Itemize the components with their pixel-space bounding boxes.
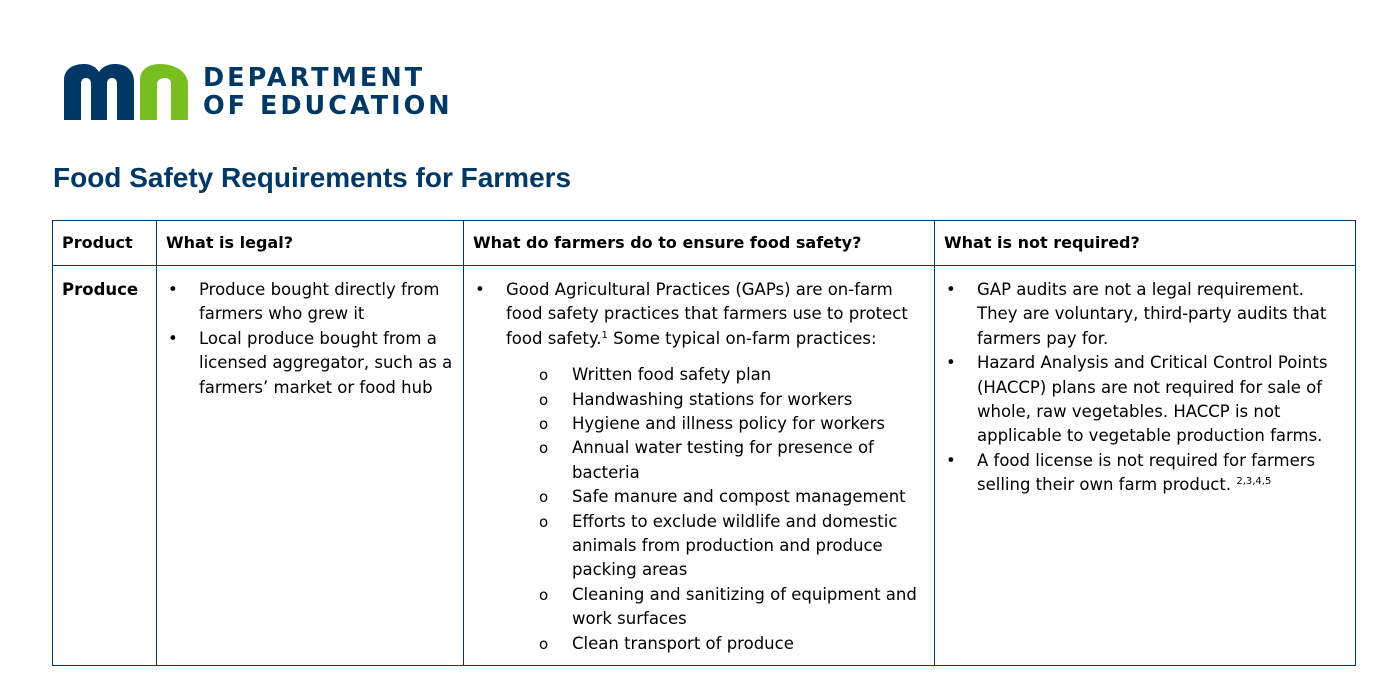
list-item [944,449,1346,498]
mn-logo-icon [64,64,188,120]
table-header-row [53,221,1356,266]
not-required-list [944,278,1346,498]
list-item: • Local produce bought from a licensed aggregator, such as a farmers’ market or food hub [166,327,454,400]
list-item-text: Hazard Analysis and Critical Control Points (HACCP) plans are not required for sale of whole, raw vegetables. HACCP is not applicable to vegetable production farms. [977,353,1328,446]
department-name [203,64,453,120]
mde-logo [64,64,453,120]
list-item [473,278,925,656]
list-item [944,351,1346,449]
table-row [53,266,1356,666]
page-title: Food Safety Requirements for Farmers [53,162,572,193]
ensure-cell [464,266,935,666]
column-header-product: Product [53,221,157,266]
practice-item: o Clean transport of produce [506,632,925,656]
practice-item: o Safe manure and compost management [506,485,925,509]
department-line-2: OF EDUCATION [203,91,453,121]
footnote-ref: 1 [601,329,608,341]
ensure-list [473,278,925,656]
practice-item: o Annual water testing for presence of bacteria [506,436,925,485]
list-item: • Produce bought directly from farmers who grew it [166,278,454,327]
gap-intro-after: Some typical on-farm practices: [607,328,877,348]
department-line-1: DEPARTMENT [203,63,426,93]
practice-item: o Written food safety plan [506,363,925,387]
column-header-not-required: What is not required? [935,221,1356,266]
practices-list [506,363,925,656]
footnote-ref: 2,3,4,5 [1236,476,1272,488]
not-required-cell [935,266,1356,666]
column-header-ensure: What do farmers do to ensure food safety? [464,221,935,266]
practice-item: o Cleaning and sanitizing of equipment and work surfaces [506,583,925,632]
practice-item: o Handwashing stations for workers [506,388,925,412]
list-item-text: GAP audits are not a legal requirement. They are voluntary, third-party audits that farmers pay for. [977,280,1327,348]
legal-list [166,278,454,400]
requirements-table [52,220,1356,666]
list-item [944,278,1346,351]
practice-item: o Efforts to exclude wildlife and domestic animals from production and produce packing areas [506,510,925,583]
gap-intro: Good Agricultural Practices (GAPs) are on-farm food safety practices that farmers use to protect food safety. [506,280,908,348]
list-item-text: A food license is not required for farmers selling their own farm product. [977,450,1316,495]
practice-item: o Hygiene and illness policy for workers [506,412,925,436]
product-cell: Produce [53,266,157,666]
column-header-legal: What is legal? [157,221,464,266]
legal-cell [157,266,464,666]
